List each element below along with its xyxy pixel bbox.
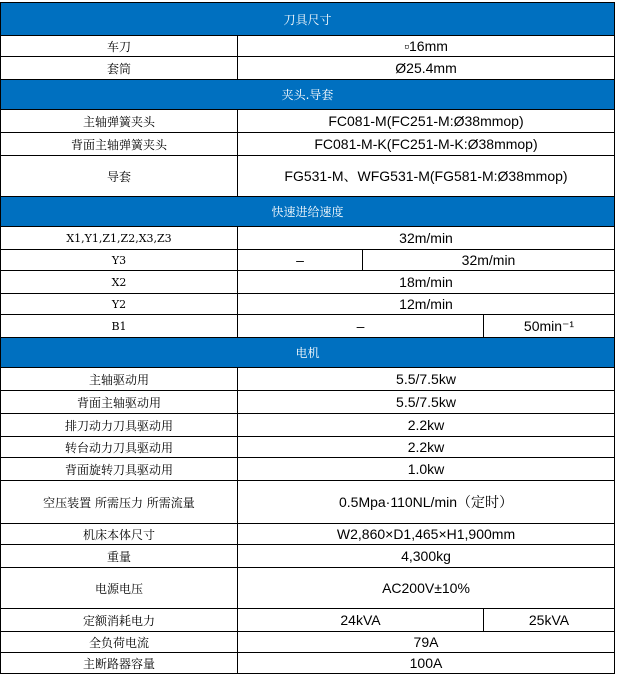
row-label: Y3 [1,250,238,270]
row-label: 主轴弹簧夹头 [1,110,238,132]
row-label: 空压装置 所需压力 所需流量 [1,481,238,523]
row-value: 4,300kg [401,548,451,564]
table-row [0,271,615,294]
table-row [0,653,615,674]
row-label: 全负荷电流 [1,632,238,652]
row-value: 100A [409,655,443,671]
table-row [0,133,615,156]
row-label: 背面主轴驱动用 [1,391,238,413]
row-value: AC200V±10% [382,580,470,596]
row-value: 1.0kw [407,461,445,477]
row-value-b: 32m/min [461,252,516,268]
table-row [0,609,615,632]
row-value-b: 25kVA [528,612,570,628]
row-value: 79A [413,634,439,650]
table-row [0,545,615,568]
row-label: X1,Y1,Z1,Z2,X3,Z3 [1,227,238,249]
row-value: FG531-M、WFG531-M(FG581-M:Ø38mmop) [284,168,568,184]
section-title: 夹头.导套 [281,88,334,102]
section-header-tool-size [0,2,615,36]
table-row [0,568,615,609]
row-label: 定额消耗电力 [1,609,238,631]
table-row [0,391,615,414]
table-row [0,524,615,545]
section-title: 电机 [295,346,320,360]
row-value-a: – [238,315,484,337]
table-row [0,632,615,653]
row-label: X2 [1,271,238,293]
section-header-rapid-feed [0,197,615,227]
row-label: 背面主轴弹簧夹头 [1,133,238,155]
row-label: 背面旋转刀具驱动用 [1,458,238,480]
table-row [0,458,615,481]
row-value: 0.5Mpa·110NL/min（定时） [338,494,514,510]
row-label: 排刀动力刀具驱动用 [1,414,238,436]
section-header-chuck-guide [0,80,615,110]
row-value: 5.5/7.5kw [396,394,456,410]
table-row [0,57,615,80]
row-label: 重量 [1,545,238,567]
row-label: B1 [1,315,238,337]
row-value: 18m/min [399,274,453,290]
row-value: 5.5/7.5kw [396,371,456,387]
table-row [0,481,615,524]
row-label: 机床本体尺寸 [1,524,238,544]
row-value: Ø25.4mm [395,60,457,76]
row-value: 2.2kw [407,439,445,455]
section-title: 刀具尺寸 [283,12,332,27]
table-row [0,315,615,338]
table-row [0,36,615,57]
row-value: W2,860×D1,465×H1,900mm [336,526,516,542]
row-value-a: 24kVA [238,609,484,631]
row-label: 主断路器容量 [1,653,238,673]
row-label: 电源电压 [1,568,238,608]
table-row [0,110,615,133]
table-row [0,156,615,197]
spec-table [0,2,615,674]
row-value: FC081-M-K(FC251-M-K:Ø38mmop) [314,136,538,152]
table-row [0,368,615,391]
row-value: 2.2kw [407,417,445,433]
table-row [0,250,615,271]
row-label: 主轴驱动用 [1,368,238,390]
section-title: 快速进给速度 [271,205,344,219]
row-value-b: 50min⁻¹ [523,317,575,334]
row-label: 车刀 [1,36,238,56]
table-row [0,437,615,458]
table-row [0,294,615,315]
row-value: 12m/min [399,296,453,312]
table-row [0,227,615,250]
table-row [0,414,615,437]
row-label: Y2 [1,294,238,314]
row-label: 转台动力刀具驱动用 [1,437,238,457]
row-value-a: – [238,250,363,270]
row-value: ▫16mm [404,38,448,54]
row-label: 套筒 [1,57,238,79]
row-value: 32m/min [399,230,453,246]
row-value: FC081-M(FC251-M:Ø38mmop) [328,113,524,129]
row-label: 导套 [1,156,238,196]
section-header-motor [0,338,615,368]
